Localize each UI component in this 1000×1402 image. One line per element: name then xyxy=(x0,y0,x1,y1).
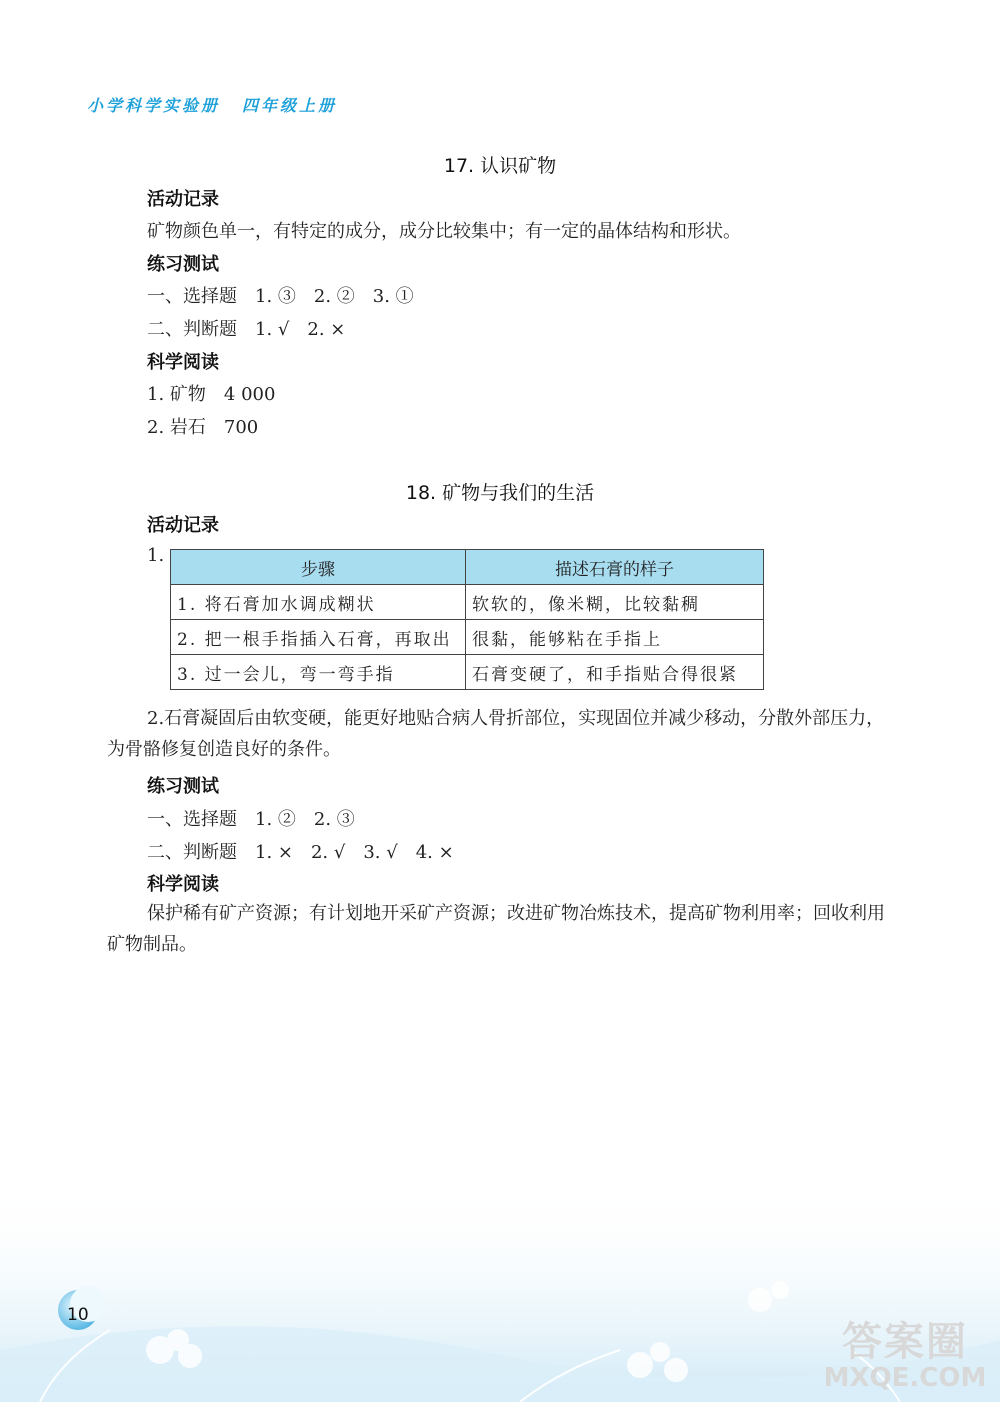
gypsum-table xyxy=(170,549,764,690)
table-cell-step: 2. 把一根手指插入石膏，再取出 xyxy=(171,620,466,655)
table-header-step: 步骤 xyxy=(171,550,466,585)
lesson-17-title: 17. 认识矿物 xyxy=(443,155,557,177)
lesson-17-reading-heading: 科学阅读 xyxy=(147,352,219,373)
table-cell-description: 石膏变硬了，和手指贴合得很紧 xyxy=(466,655,764,690)
watermark xyxy=(820,1310,990,1393)
book-title: 小学科学实验册 xyxy=(87,96,221,115)
table-row xyxy=(171,585,764,620)
lesson-17-choice-answers: 一、选择题 1. ③ 2. ② 3. ① xyxy=(147,286,414,307)
lesson-18-reading-heading: 科学阅读 xyxy=(147,874,219,895)
table-cell-description: 很黏，能够粘在手指上 xyxy=(466,620,764,655)
table-row xyxy=(171,620,764,655)
table-header-description: 描述石膏的样子 xyxy=(466,550,764,585)
grade-label: 四年级上册 xyxy=(242,96,338,115)
book-header xyxy=(87,93,337,116)
table-cell-step: 3. 过一会儿，弯一弯手指 xyxy=(171,655,466,690)
table-row xyxy=(171,655,764,690)
item-2-text: 2.石膏凝固后由软变硬，能更好地贴合病人骨折部位，实现固位并减少移动，分散外部压力，为骨骼修复创造良好的条件。 xyxy=(107,708,885,760)
table-cell-description: 软软的，像米糊，比较黏稠 xyxy=(466,585,764,620)
watermark-brand: 答案圈 xyxy=(842,1319,968,1365)
lesson-18-title: 18. 矿物与我们的生活 xyxy=(405,482,595,504)
lesson-18-practice-heading: 练习测试 xyxy=(147,776,219,797)
page-number: 10 xyxy=(67,1305,89,1325)
lesson-18-judge-answers: 二、判断题 1. × 2. √ 3. √ 4. × xyxy=(147,842,454,863)
lesson-17-reading-1: 1. 矿物 4 000 xyxy=(147,384,276,405)
lesson-17-judge-answers: 二、判断题 1. √ 2. × xyxy=(147,319,346,340)
lesson-18-choice-answers: 一、选择题 1. ② 2. ③ xyxy=(147,809,355,830)
lesson-18-reading-text: 保护稀有矿产资源；有计划地开采矿产资源；改进矿物冶炼技术，提高矿物利用率；回收利用矿物制品。 xyxy=(107,903,885,955)
table-cell-step: 1. 将石膏加水调成糊状 xyxy=(171,585,466,620)
lesson-18-activity-heading: 活动记录 xyxy=(147,515,219,536)
lesson-17-activity-heading: 活动记录 xyxy=(147,189,219,210)
lesson-17-practice-heading: 练习测试 xyxy=(147,254,219,275)
item-1-number: 1. xyxy=(147,545,165,566)
watermark-site: MXQE.COM xyxy=(823,1363,987,1393)
table-header-row xyxy=(171,550,764,585)
lesson-17-activity-text: 矿物颜色单一，有特定的成分，成分比较集中；有一定的晶体结构和形状。 xyxy=(147,221,741,242)
lesson-17-reading-2: 2. 岩石 700 xyxy=(147,417,259,438)
